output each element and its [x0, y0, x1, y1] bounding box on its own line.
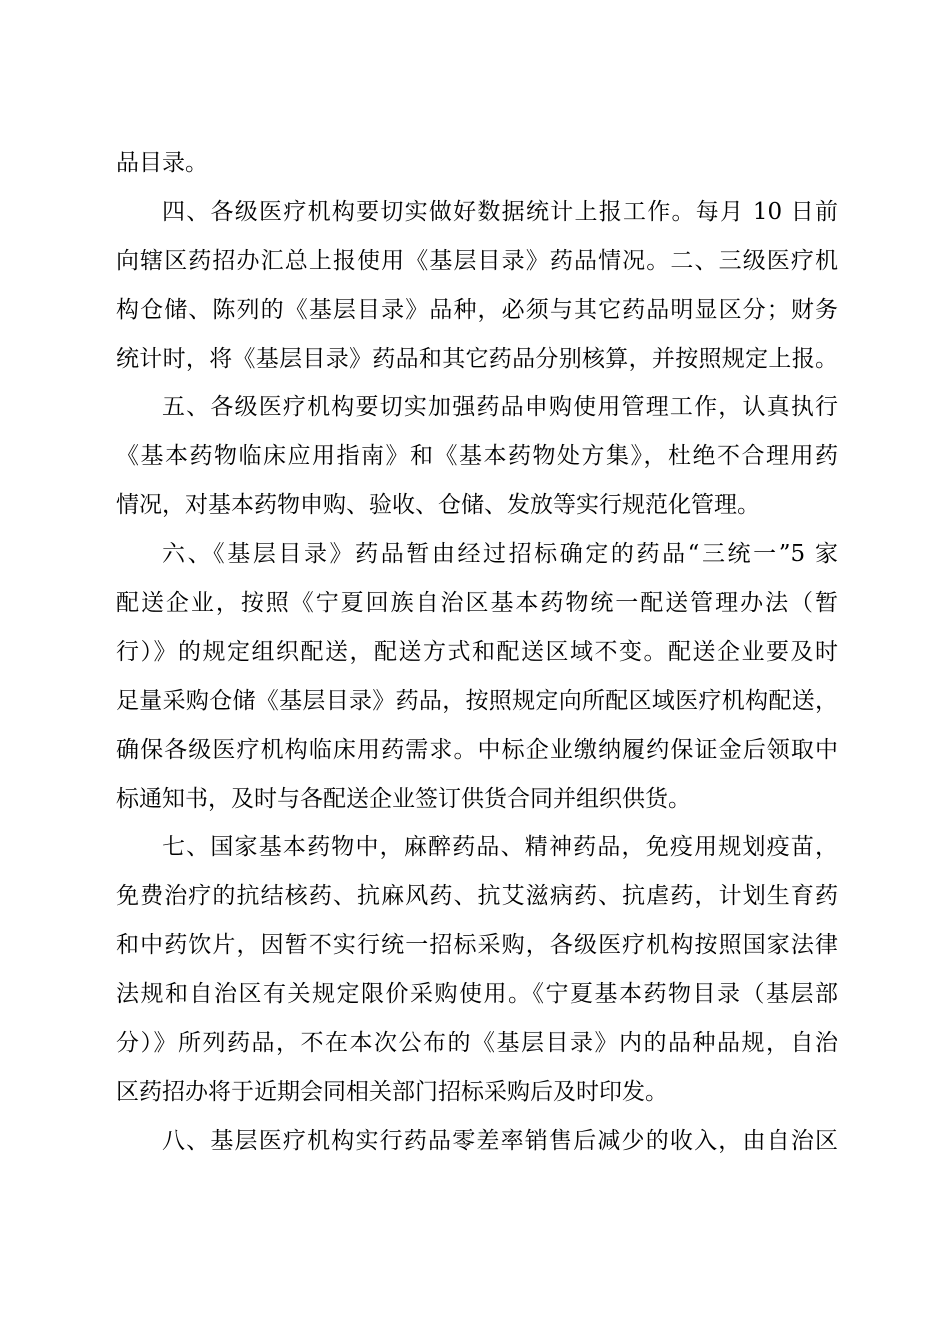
text-line: 确保各级医疗机构临床用药需求。中标企业缴纳履约保证金后领取中 — [116, 736, 838, 763]
text-line: 足量采购仓储《基层目录》药品，按照规定向所配区域医疗机构配送， — [116, 687, 838, 714]
text-line: 向辖区药招办汇总上报使用《基层目录》药品情况。二、三级医疗机 — [116, 247, 838, 274]
text-line: 构仓储、陈列的《基层目录》品种，必须与其它药品明显区分；财务 — [116, 296, 838, 323]
text-line: 行）》的规定组织配送，配送方式和配送区域不变。配送企业要及时 — [116, 638, 838, 665]
paragraph-eight-start: 八、基层医疗机构实行药品零差率销售后减少的收入，由自治区 — [162, 1127, 838, 1154]
document-body — [116, 139, 838, 1166]
text-line: 情况，对基本药物申购、验收、仓储、发放等实行规范化管理。 — [116, 492, 760, 519]
paragraph-four-start: 四、各级医疗机构要切实做好数据统计上报工作。每月 10 日前 — [162, 198, 838, 225]
text-line: 品目录。 — [116, 150, 208, 176]
paragraph-six-start: 六、《基层目录》药品暂由经过招标确定的药品“三统一”5 家 — [162, 541, 838, 568]
text-line: 法规和自治区有关规定限价采购使用。《宁夏基本药物目录（基层部 — [116, 981, 838, 1008]
text-line: 统计时，将《基层目录》药品和其它药品分别核算，并按照规定上报。 — [116, 345, 838, 372]
text-line: 区药招办将于近期会同相关部门招标采购后及时印发。 — [116, 1078, 668, 1105]
text-line: 分）》所列药品，不在本次公布的《基层目录》内的品种品规，自治 — [116, 1030, 838, 1057]
text-line: 标通知书，及时与各配送企业签订供货合同并组织供货。 — [116, 785, 691, 812]
paragraph-seven-start: 七、国家基本药物中，麻醉药品、精神药品，免疫用规划疫苗， — [162, 834, 838, 861]
text-line: 配送企业，按照《宁夏回族自治区基本药物统一配送管理办法（暂 — [116, 590, 838, 617]
text-line: 和中药饮片，因暂不实行统一招标采购，各级医疗机构按照国家法律 — [116, 932, 838, 959]
text-line: 《基本药物临床应用指南》和《基本药物处方集》，杜绝不合理用药 — [116, 443, 838, 470]
paragraph-five-start: 五、各级医疗机构要切实加强药品申购使用管理工作，认真执行 — [162, 394, 838, 421]
text-line: 免费治疗的抗结核药、抗麻风药、抗艾滋病药、抗虐药，计划生育药 — [116, 883, 838, 910]
